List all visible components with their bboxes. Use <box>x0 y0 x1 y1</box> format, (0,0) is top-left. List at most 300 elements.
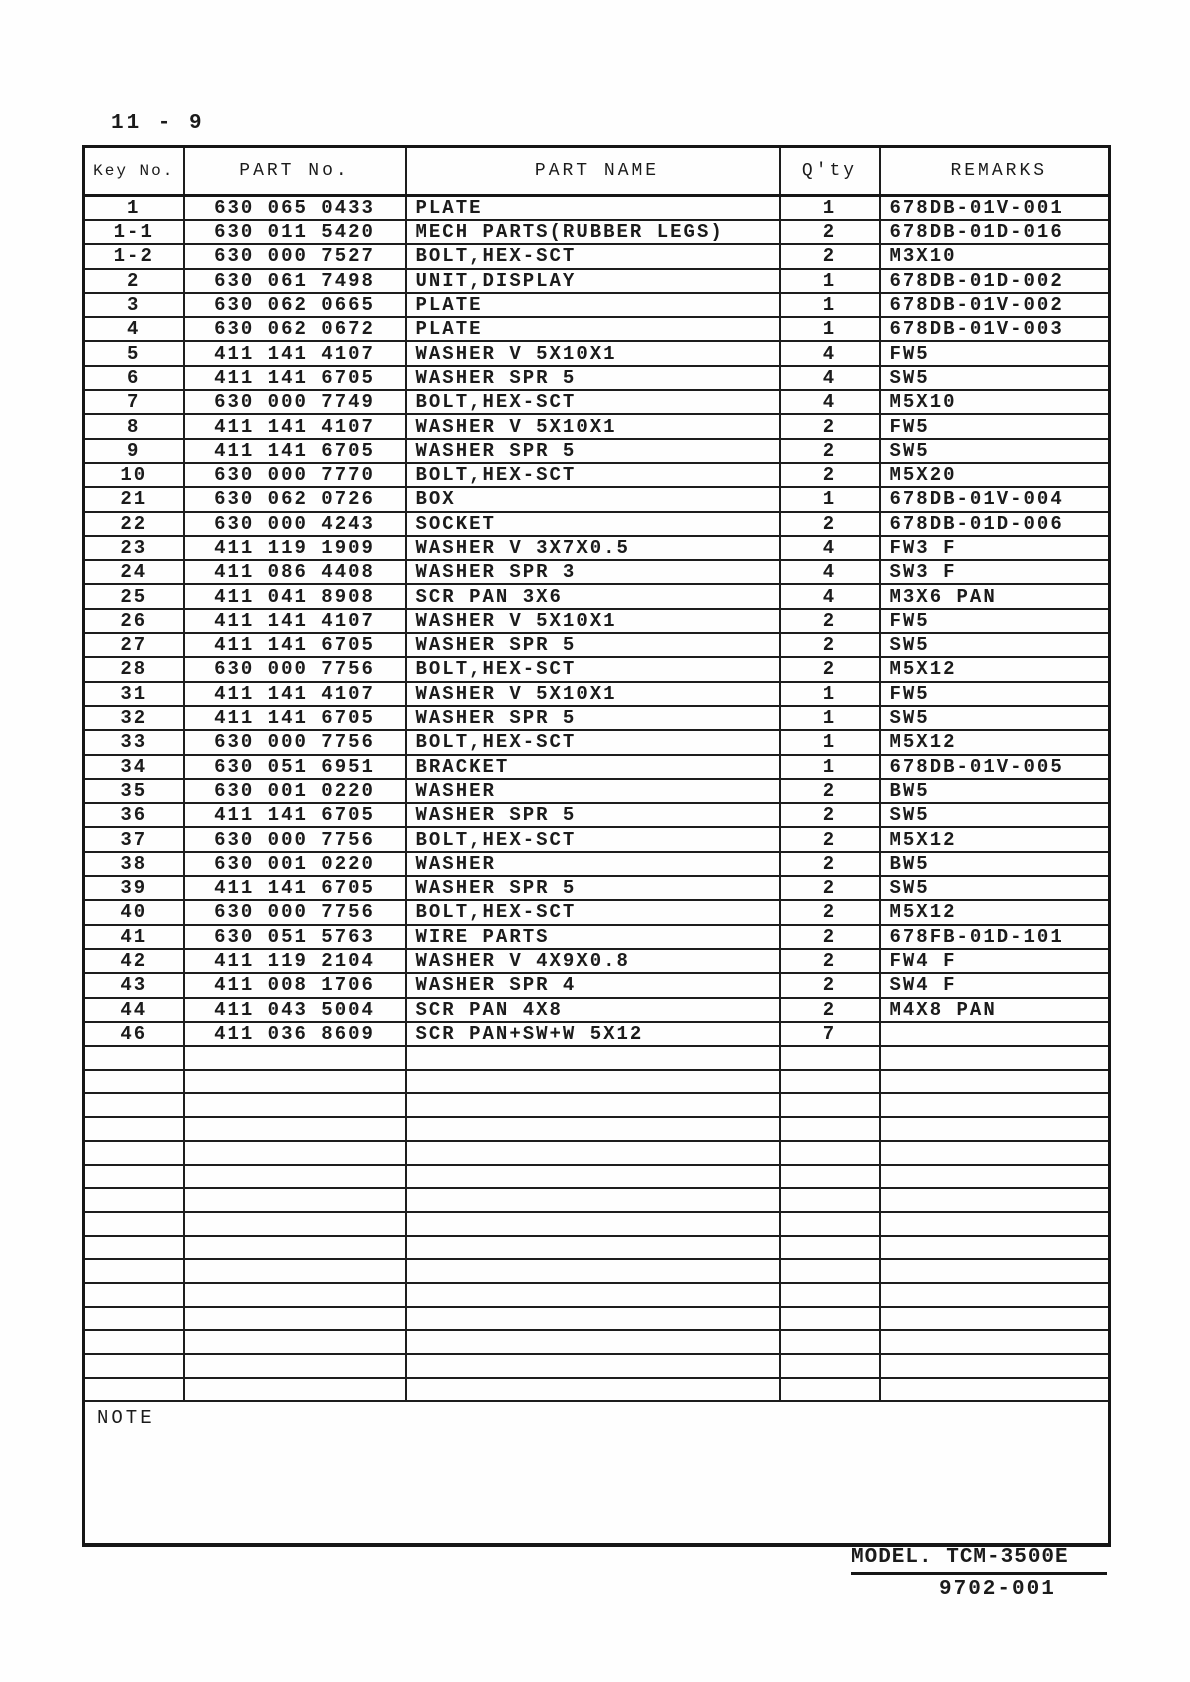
cell-remarks: BW5 <box>880 852 1110 876</box>
cell-qty: 2 <box>780 414 880 438</box>
cell-key-no: 32 <box>84 706 184 730</box>
cell-remarks: SW5 <box>880 439 1110 463</box>
cell-part-no: 411 141 6705 <box>184 439 406 463</box>
cell-qty: 7 <box>780 1022 880 1046</box>
table-row <box>84 925 1110 949</box>
cell-key-no: 1-1 <box>84 220 184 244</box>
cell-part-name <box>406 1378 780 1402</box>
cell-qty: 2 <box>780 973 880 997</box>
cell-part-no: 411 041 8908 <box>184 584 406 608</box>
cell-part-name <box>406 1330 780 1354</box>
cell-part-no <box>184 1141 406 1165</box>
table-row <box>84 196 1110 221</box>
cell-qty <box>780 1307 880 1331</box>
cell-remarks: 678DB-01D-016 <box>880 220 1110 244</box>
cell-key-no: 39 <box>84 876 184 900</box>
table-row <box>84 779 1110 803</box>
empty-table-row <box>84 1378 1110 1402</box>
doc-number: 9702-001 <box>939 1578 1056 1601</box>
cell-key-no <box>84 1330 184 1354</box>
cell-qty: 2 <box>780 220 880 244</box>
header-part-no: PART No. <box>184 147 406 196</box>
cell-part-name: SCR PAN 4X8 <box>406 998 780 1022</box>
cell-part-name: SCR PAN+SW+W 5X12 <box>406 1022 780 1046</box>
cell-part-name: PLATE <box>406 293 780 317</box>
header-qty: Q'ty <box>780 147 880 196</box>
cell-part-no: 630 062 0672 <box>184 317 406 341</box>
cell-remarks: BW5 <box>880 779 1110 803</box>
empty-table-row <box>84 1236 1110 1260</box>
cell-qty <box>780 1117 880 1141</box>
cell-remarks: FW5 <box>880 414 1110 438</box>
cell-part-no: 630 000 7756 <box>184 730 406 754</box>
cell-key-no: 25 <box>84 584 184 608</box>
cell-part-no <box>184 1046 406 1070</box>
cell-remarks: M5X20 <box>880 463 1110 487</box>
cell-remarks <box>880 1354 1110 1378</box>
cell-part-no <box>184 1117 406 1141</box>
note-cell <box>84 1401 1110 1545</box>
cell-key-no <box>84 1236 184 1260</box>
cell-remarks: 678DB-01D-006 <box>880 512 1110 536</box>
cell-part-no: 411 008 1706 <box>184 973 406 997</box>
cell-remarks: FW5 <box>880 682 1110 706</box>
cell-part-no: 630 061 7498 <box>184 269 406 293</box>
cell-qty: 2 <box>780 925 880 949</box>
cell-key-no: 3 <box>84 293 184 317</box>
header-row <box>84 147 1110 196</box>
cell-key-no: 21 <box>84 487 184 511</box>
table-row <box>84 463 1110 487</box>
cell-remarks: 678DB-01V-001 <box>880 196 1110 221</box>
cell-part-name: WASHER SPR 5 <box>406 803 780 827</box>
cell-part-no: 630 000 7756 <box>184 827 406 851</box>
cell-part-name: UNIT,DISPLAY <box>406 269 780 293</box>
cell-part-name: BOLT,HEX-SCT <box>406 244 780 268</box>
cell-qty: 2 <box>780 244 880 268</box>
cell-remarks: SW3 F <box>880 560 1110 584</box>
cell-key-no: 4 <box>84 317 184 341</box>
cell-qty: 4 <box>780 584 880 608</box>
cell-remarks: 678DB-01D-002 <box>880 269 1110 293</box>
cell-remarks: 678DB-01V-003 <box>880 317 1110 341</box>
cell-part-no: 411 141 6705 <box>184 366 406 390</box>
cell-part-name <box>406 1165 780 1189</box>
parts-table <box>82 145 1111 1547</box>
cell-key-no: 28 <box>84 657 184 681</box>
cell-part-name <box>406 1046 780 1070</box>
cell-part-no: 630 051 6951 <box>184 755 406 779</box>
cell-qty <box>780 1165 880 1189</box>
cell-part-name: WASHER V 5X10X1 <box>406 682 780 706</box>
cell-qty <box>780 1046 880 1070</box>
table-row <box>84 341 1110 365</box>
cell-part-no <box>184 1330 406 1354</box>
cell-qty <box>780 1188 880 1212</box>
cell-part-name <box>406 1093 780 1117</box>
cell-part-no <box>184 1165 406 1189</box>
table-row <box>84 269 1110 293</box>
cell-key-no: 43 <box>84 973 184 997</box>
cell-part-no: 630 000 7749 <box>184 390 406 414</box>
cell-qty <box>780 1093 880 1117</box>
cell-part-name: PLATE <box>406 196 780 221</box>
table-row <box>84 633 1110 657</box>
cell-qty: 2 <box>780 439 880 463</box>
cell-remarks: M4X8 PAN <box>880 998 1110 1022</box>
cell-remarks <box>880 1378 1110 1402</box>
cell-part-name <box>406 1117 780 1141</box>
note-section <box>84 1401 1110 1545</box>
cell-part-no: 630 000 7756 <box>184 900 406 924</box>
cell-qty <box>780 1212 880 1236</box>
table-row <box>84 900 1110 924</box>
cell-key-no <box>84 1378 184 1402</box>
cell-key-no: 27 <box>84 633 184 657</box>
table-body <box>84 196 1110 1402</box>
note-row <box>84 1401 1110 1545</box>
cell-part-name: WASHER V 5X10X1 <box>406 414 780 438</box>
empty-table-row <box>84 1283 1110 1307</box>
cell-remarks: SW5 <box>880 633 1110 657</box>
cell-part-name: WASHER V 4X9X0.8 <box>406 949 780 973</box>
cell-remarks <box>880 1188 1110 1212</box>
cell-part-no: 411 141 6705 <box>184 803 406 827</box>
cell-qty: 1 <box>780 730 880 754</box>
cell-key-no: 46 <box>84 1022 184 1046</box>
cell-part-name: BOLT,HEX-SCT <box>406 900 780 924</box>
cell-remarks <box>880 1117 1110 1141</box>
empty-table-row <box>84 1307 1110 1331</box>
cell-part-no <box>184 1236 406 1260</box>
cell-key-no <box>84 1117 184 1141</box>
cell-key-no: 42 <box>84 949 184 973</box>
empty-table-row <box>84 1093 1110 1117</box>
cell-qty: 2 <box>780 779 880 803</box>
cell-remarks <box>880 1165 1110 1189</box>
cell-part-no <box>184 1307 406 1331</box>
cell-remarks: 678DB-01V-004 <box>880 487 1110 511</box>
cell-part-name <box>406 1283 780 1307</box>
header-remarks: REMARKS <box>880 147 1110 196</box>
cell-qty: 1 <box>780 317 880 341</box>
empty-table-row <box>84 1259 1110 1283</box>
empty-table-row <box>84 1165 1110 1189</box>
cell-key-no: 6 <box>84 366 184 390</box>
cell-part-name: WASHER SPR 5 <box>406 439 780 463</box>
cell-part-name <box>406 1141 780 1165</box>
cell-part-no: 630 011 5420 <box>184 220 406 244</box>
cell-qty: 1 <box>780 682 880 706</box>
cell-part-no <box>184 1188 406 1212</box>
cell-remarks: SW4 F <box>880 973 1110 997</box>
cell-part-no <box>184 1378 406 1402</box>
cell-part-name: WASHER SPR 5 <box>406 706 780 730</box>
cell-remarks <box>880 1046 1110 1070</box>
cell-remarks: M5X12 <box>880 657 1110 681</box>
table-row <box>84 827 1110 851</box>
table-row <box>84 536 1110 560</box>
cell-remarks: M5X12 <box>880 827 1110 851</box>
cell-qty: 4 <box>780 560 880 584</box>
cell-part-no <box>184 1354 406 1378</box>
cell-qty <box>780 1330 880 1354</box>
cell-remarks: M5X12 <box>880 730 1110 754</box>
cell-part-name: BOX <box>406 487 780 511</box>
cell-part-name: BOLT,HEX-SCT <box>406 730 780 754</box>
cell-remarks: M5X12 <box>880 900 1110 924</box>
note-label: NOTE <box>97 1407 155 1430</box>
table-row <box>84 973 1110 997</box>
cell-key-no <box>84 1283 184 1307</box>
cell-qty: 1 <box>780 706 880 730</box>
cell-qty <box>780 1354 880 1378</box>
cell-part-no <box>184 1283 406 1307</box>
cell-part-name: WASHER V 5X10X1 <box>406 609 780 633</box>
cell-key-no: 5 <box>84 341 184 365</box>
cell-part-name: WASHER V 5X10X1 <box>406 341 780 365</box>
cell-remarks: FW4 F <box>880 949 1110 973</box>
cell-part-no <box>184 1212 406 1236</box>
table-row <box>84 244 1110 268</box>
cell-qty: 4 <box>780 341 880 365</box>
cell-qty: 2 <box>780 949 880 973</box>
cell-key-no: 35 <box>84 779 184 803</box>
cell-part-name: WASHER SPR 3 <box>406 560 780 584</box>
cell-remarks: FW3 F <box>880 536 1110 560</box>
cell-part-name <box>406 1354 780 1378</box>
empty-table-row <box>84 1046 1110 1070</box>
cell-qty: 2 <box>780 998 880 1022</box>
cell-key-no: 2 <box>84 269 184 293</box>
cell-remarks: M5X10 <box>880 390 1110 414</box>
cell-qty: 2 <box>780 463 880 487</box>
empty-table-row <box>84 1141 1110 1165</box>
cell-remarks: SW5 <box>880 706 1110 730</box>
cell-remarks <box>880 1212 1110 1236</box>
cell-remarks <box>880 1330 1110 1354</box>
cell-part-no: 411 119 2104 <box>184 949 406 973</box>
cell-key-no <box>84 1188 184 1212</box>
cell-qty: 2 <box>780 609 880 633</box>
cell-qty: 2 <box>780 900 880 924</box>
header-part-name: PART NAME <box>406 147 780 196</box>
cell-remarks <box>880 1141 1110 1165</box>
cell-qty: 4 <box>780 536 880 560</box>
cell-part-no: 411 141 4107 <box>184 341 406 365</box>
cell-qty: 2 <box>780 827 880 851</box>
cell-key-no: 41 <box>84 925 184 949</box>
cell-part-no: 630 000 7756 <box>184 657 406 681</box>
cell-part-name <box>406 1307 780 1331</box>
cell-remarks <box>880 1283 1110 1307</box>
page-number: 11 - 9 <box>111 112 205 135</box>
cell-qty <box>780 1070 880 1094</box>
cell-qty: 2 <box>780 876 880 900</box>
cell-key-no <box>84 1354 184 1378</box>
cell-key-no: 37 <box>84 827 184 851</box>
cell-key-no: 8 <box>84 414 184 438</box>
cell-key-no <box>84 1141 184 1165</box>
cell-qty <box>780 1283 880 1307</box>
cell-part-no: 411 043 5004 <box>184 998 406 1022</box>
cell-part-no: 630 051 5763 <box>184 925 406 949</box>
empty-table-row <box>84 1070 1110 1094</box>
table-row <box>84 293 1110 317</box>
cell-part-no: 630 001 0220 <box>184 852 406 876</box>
cell-key-no <box>84 1046 184 1070</box>
cell-part-no: 411 141 6705 <box>184 706 406 730</box>
cell-key-no: 36 <box>84 803 184 827</box>
cell-part-name: MECH PARTS(RUBBER LEGS) <box>406 220 780 244</box>
cell-part-name: PLATE <box>406 317 780 341</box>
cell-key-no <box>84 1307 184 1331</box>
table-row <box>84 706 1110 730</box>
cell-remarks: SW5 <box>880 803 1110 827</box>
cell-part-name <box>406 1070 780 1094</box>
cell-part-name: BOLT,HEX-SCT <box>406 390 780 414</box>
cell-key-no: 1-2 <box>84 244 184 268</box>
cell-key-no: 9 <box>84 439 184 463</box>
cell-part-name: SOCKET <box>406 512 780 536</box>
cell-remarks <box>880 1307 1110 1331</box>
cell-qty: 2 <box>780 512 880 536</box>
cell-key-no <box>84 1165 184 1189</box>
cell-qty <box>780 1141 880 1165</box>
cell-part-no: 630 000 4243 <box>184 512 406 536</box>
cell-remarks <box>880 1022 1110 1046</box>
cell-part-name: SCR PAN 3X6 <box>406 584 780 608</box>
table-row <box>84 439 1110 463</box>
cell-part-name: WIRE PARTS <box>406 925 780 949</box>
cell-remarks <box>880 1093 1110 1117</box>
cell-key-no <box>84 1212 184 1236</box>
cell-qty: 1 <box>780 196 880 221</box>
model-label: MODEL. TCM-3500E <box>851 1546 1107 1575</box>
cell-part-name: WASHER <box>406 852 780 876</box>
cell-key-no <box>84 1093 184 1117</box>
cell-part-no: 411 141 4107 <box>184 682 406 706</box>
cell-key-no: 10 <box>84 463 184 487</box>
table-row <box>84 998 1110 1022</box>
cell-qty: 4 <box>780 366 880 390</box>
cell-qty <box>780 1259 880 1283</box>
cell-key-no: 34 <box>84 755 184 779</box>
empty-table-row <box>84 1117 1110 1141</box>
table-row <box>84 317 1110 341</box>
empty-table-row <box>84 1188 1110 1212</box>
table-row <box>84 1022 1110 1046</box>
cell-part-no: 411 119 1909 <box>184 536 406 560</box>
cell-part-name: BOLT,HEX-SCT <box>406 463 780 487</box>
header-key-no: Key No. <box>84 147 184 196</box>
table-row <box>84 803 1110 827</box>
empty-table-row <box>84 1354 1110 1378</box>
table-row <box>84 584 1110 608</box>
table-row <box>84 730 1110 754</box>
cell-qty <box>780 1236 880 1260</box>
cell-qty: 4 <box>780 390 880 414</box>
cell-qty: 1 <box>780 755 880 779</box>
cell-qty: 1 <box>780 269 880 293</box>
cell-key-no: 31 <box>84 682 184 706</box>
cell-part-no: 630 000 7770 <box>184 463 406 487</box>
cell-part-name <box>406 1212 780 1236</box>
table-row <box>84 487 1110 511</box>
cell-part-no: 630 062 0726 <box>184 487 406 511</box>
table-row <box>84 682 1110 706</box>
cell-part-name: BOLT,HEX-SCT <box>406 657 780 681</box>
table-row <box>84 852 1110 876</box>
cell-part-name: WASHER V 3X7X0.5 <box>406 536 780 560</box>
cell-part-name <box>406 1188 780 1212</box>
cell-remarks: M3X6 PAN <box>880 584 1110 608</box>
cell-part-no: 411 141 6705 <box>184 876 406 900</box>
cell-remarks: SW5 <box>880 876 1110 900</box>
cell-remarks: 678DB-01V-005 <box>880 755 1110 779</box>
cell-part-no: 630 001 0220 <box>184 779 406 803</box>
cell-key-no: 38 <box>84 852 184 876</box>
cell-part-no: 411 036 8609 <box>184 1022 406 1046</box>
table-row <box>84 414 1110 438</box>
table-row <box>84 657 1110 681</box>
cell-part-name <box>406 1259 780 1283</box>
table-row <box>84 755 1110 779</box>
cell-part-name: BRACKET <box>406 755 780 779</box>
cell-part-no: 411 141 4107 <box>184 414 406 438</box>
cell-part-name <box>406 1236 780 1260</box>
cell-part-no: 411 141 6705 <box>184 633 406 657</box>
cell-key-no: 23 <box>84 536 184 560</box>
cell-part-name: WASHER <box>406 779 780 803</box>
empty-table-row <box>84 1330 1110 1354</box>
cell-remarks: FW5 <box>880 609 1110 633</box>
cell-key-no: 40 <box>84 900 184 924</box>
cell-qty: 2 <box>780 633 880 657</box>
cell-part-no: 630 000 7527 <box>184 244 406 268</box>
table-row <box>84 366 1110 390</box>
cell-part-name: WASHER SPR 5 <box>406 876 780 900</box>
table-row <box>84 512 1110 536</box>
cell-part-name: BOLT,HEX-SCT <box>406 827 780 851</box>
empty-table-row <box>84 1212 1110 1236</box>
cell-remarks: M3X10 <box>880 244 1110 268</box>
cell-part-name: WASHER SPR 5 <box>406 366 780 390</box>
cell-part-no: 630 065 0433 <box>184 196 406 221</box>
cell-part-name: WASHER SPR 5 <box>406 633 780 657</box>
cell-part-no <box>184 1070 406 1094</box>
cell-remarks: 678DB-01V-002 <box>880 293 1110 317</box>
cell-remarks: SW5 <box>880 366 1110 390</box>
cell-key-no: 24 <box>84 560 184 584</box>
cell-remarks <box>880 1070 1110 1094</box>
cell-key-no <box>84 1070 184 1094</box>
cell-remarks: FW5 <box>880 341 1110 365</box>
cell-part-no <box>184 1259 406 1283</box>
table-row <box>84 220 1110 244</box>
cell-part-no <box>184 1093 406 1117</box>
cell-key-no: 44 <box>84 998 184 1022</box>
cell-qty: 2 <box>780 852 880 876</box>
table-row <box>84 876 1110 900</box>
cell-remarks: 678FB-01D-101 <box>880 925 1110 949</box>
cell-part-no: 411 086 4408 <box>184 560 406 584</box>
table-row <box>84 390 1110 414</box>
cell-key-no <box>84 1259 184 1283</box>
cell-part-no: 630 062 0665 <box>184 293 406 317</box>
cell-qty <box>780 1378 880 1402</box>
cell-key-no: 7 <box>84 390 184 414</box>
